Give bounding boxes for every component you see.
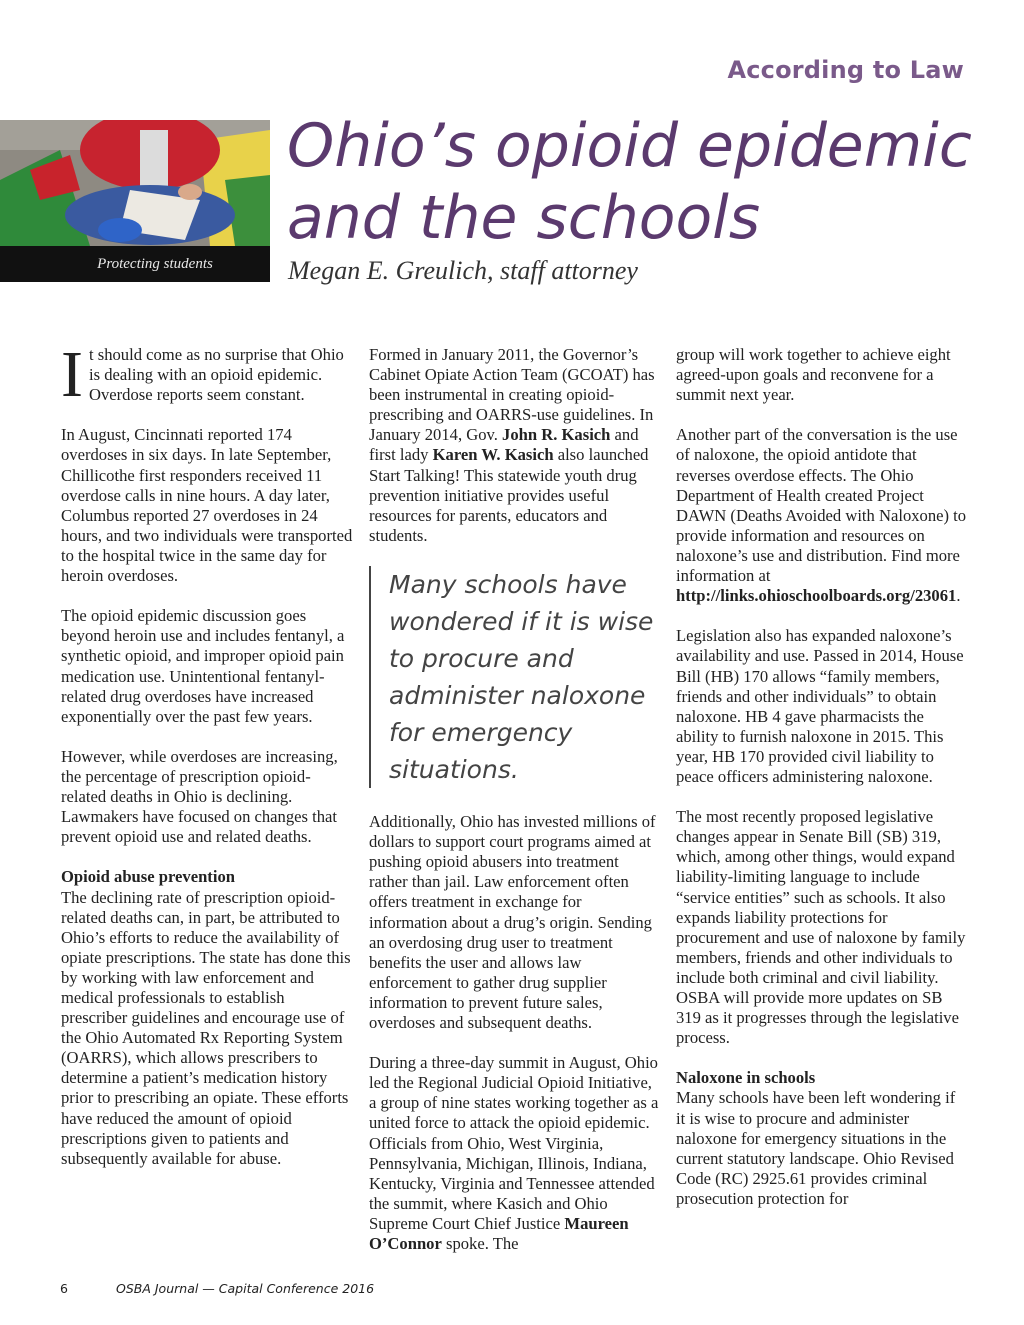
text-run: . (956, 586, 961, 606)
paragraph: In August, Cincinnati reported 174 overdoses in six days. In late September, Chillicothe first responders received 11 overdose calls in nine hours. A day later, Columbus reported 27 overdoses in 24 hours, and two individuals were transported to the hospital twice in the same day for heroin overdoses. (61, 425, 353, 586)
text-run: also launched Start Talking! This statewide youth drug prevention initiative provides useful resources for parents, educators and students. (369, 445, 649, 545)
subhead-opioid-abuse-prevention: Opioid abuse prevention (61, 867, 235, 887)
students-photo-illustration (0, 120, 270, 246)
section-label: According to Law (727, 56, 964, 84)
column-3 (676, 345, 968, 1209)
person-name: John R. Kasich (502, 425, 611, 445)
paragraph: However, while overdoses are increasing, the percentage of prescription opioid-related deaths in Ohio is declining. Lawmakers have focused on changes that prevent opioid use and related deaths. (61, 746, 338, 847)
text-run: Formed in January 2011, the Governor’s Cabinet Opiate Action Team (GCOAT) has been instrumental in creating opioid-prescribing and OARRS-use guidelines. In January 2014, Gov. (369, 345, 655, 445)
paragraph-text: The declining rate of prescription opioid-related deaths can, in part, be attributed to Ohio’s efforts to reduce the availability of opiate prescriptions. The state has done this by working with law enforcement and medical professionals to establish prescriber guidelines and encourage use of the Ohio Automated Rx Reporting System (OARRS), which allows prescribers to determine a patient’s medication history prior to prescribing an opiate. These efforts have reduced the amount of opioid prescriptions given to patients and subsequently available for abuse. (61, 887, 351, 1168)
text-run: During a three-day summit in August, Ohio led the Regional Judicial Opioid Initiative, a group of nine states working together as a united force to attack the opioid epidemic. Officials from Ohio, West Virginia, Pennsylvania, Michigan, Illinois, Indiana, Kentucky, Virginia and Tennessee attended the summit, where Kasich and Ohio Supreme Court Chief Justice (369, 1053, 659, 1233)
paragraph: group will work together to achieve eight agreed-upon goals and reconvene for a summit next year. (676, 345, 951, 405)
paragraph: Legislation also has expanded naloxone’s availability and use. Passed in 2014, House Bill (HB) 170 allows “family members, friends and other individuals” to obtain naloxone. HB 4 gave pharmacists the ability to furnish naloxone in 2015. This year, HB 170 provided civil liability to peace officers administering naloxone. (676, 626, 964, 786)
resource-link[interactable]: http://links.ohioschoolboards.org/23061 (676, 586, 957, 606)
paragraph (369, 345, 661, 546)
paragraph (61, 338, 353, 411)
column-1 (61, 338, 353, 1169)
text-run: Another part of the conversation is the use of naloxone, the opioid antidote that reverses overdose effects. The Ohio Department of Health created Project DAWN (Deaths Avoided with Naloxone) to provide information and resources on naloxone’s use and distribution. Find more information at (676, 425, 967, 586)
person-name: Maureen O’Connor (369, 1213, 629, 1253)
page-number: 6 (60, 1281, 68, 1296)
drop-cap: I (61, 338, 83, 411)
photo-caption: Protecting students (0, 246, 270, 282)
paragraph (369, 1053, 661, 1254)
title-line-2: and the schools (287, 183, 761, 253)
byline: Megan E. Greulich, staff attorney (288, 256, 638, 285)
journal-name: OSBA Journal — Capital Conference 2016 (116, 1281, 375, 1296)
hero-photo (0, 120, 270, 282)
paragraph (676, 1068, 968, 1209)
paragraph-text: t should come as no surprise that Ohio is dealing with an opioid epidemic. Overdose reports seem constant. (88, 345, 344, 405)
text-run: and first lady (369, 425, 639, 465)
column-2 (369, 345, 661, 1254)
paragraph (676, 425, 968, 606)
pull-quote: Many schools have wondered if it is wise to procure and administer naloxone for emergency situations. (369, 566, 661, 788)
paragraph-text: Many schools have been left wondering if it is wise to procure and administer naloxone for emergency situations in the current statutory landscape. Ohio Revised Code (RC) 2925.61 provides criminal prosecution protection for (676, 1088, 956, 1208)
paragraph: The most recently proposed legislative changes appear in Senate Bill (SB) 319, which, among other things, would expand liability-limiting language to include “service entities” such as schools. It also expands liability protections for procurement and use of naloxone by family members, friends and other individuals to include both criminal and civil liability. OSBA will provide more updates on SB 319 as it progresses through the legislative process. (676, 807, 966, 1048)
title-line-1: Ohio’s opioid epidemic (287, 111, 972, 181)
person-name: Karen W. Kasich (432, 445, 554, 465)
paragraph (61, 867, 353, 1168)
article-title (287, 110, 987, 254)
paragraph: The opioid epidemic discussion goes beyond heroin use and includes fentanyl, a synthetic opioid, and improper opioid pain medication use. Unintentional fentanyl-related drug overdoses have increased exponentially over the past few years. (61, 606, 345, 726)
page-footer (60, 1281, 374, 1296)
text-run: spoke. The (441, 1234, 519, 1253)
paragraph: Additionally, Ohio has invested millions of dollars to support court programs aimed at pushing opioid abusers into treatment rather than jail. Law enforcement often offers treatment in exchange for information about a drug’s origin. Sending an overdosing drug user to treatment benefits the user and allows law enforcement to gather drug supplier information to prevent future sales, overdoses and subsequent deaths. (369, 812, 656, 1032)
subhead-naloxone-in-schools: Naloxone in schools (676, 1068, 816, 1088)
